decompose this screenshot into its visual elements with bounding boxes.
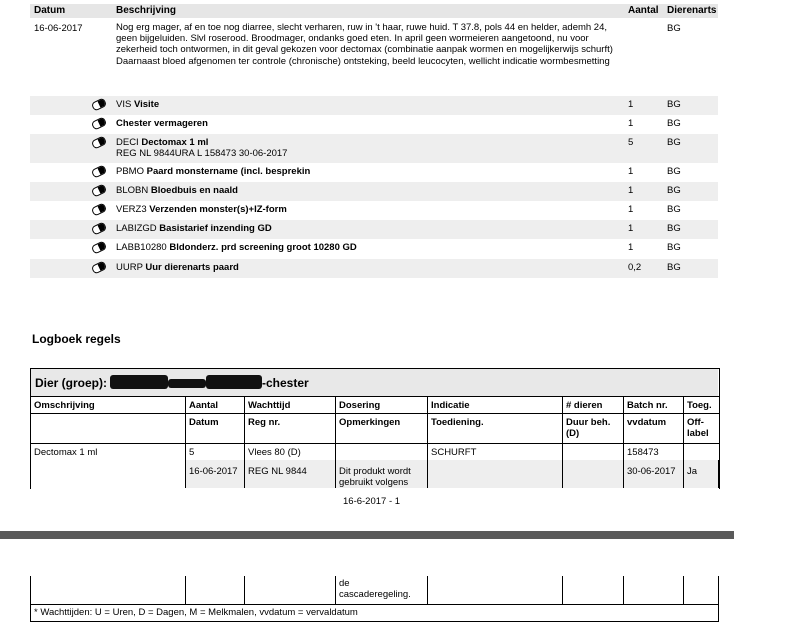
line-vet: BG: [667, 166, 681, 177]
line-description: [116, 99, 159, 110]
redacted-name-1: [110, 375, 168, 389]
line-quantity: 5: [628, 137, 634, 148]
line-code: VERZ3: [116, 204, 147, 215]
cell-offlabel: Ja: [687, 466, 698, 477]
line-item: [30, 96, 718, 115]
grid-line: [244, 576, 245, 604]
line-code: PBMO: [116, 166, 144, 177]
line-quantity: 1: [628, 166, 634, 177]
grid-line: [683, 460, 684, 488]
line-name: Dectomax 1 ml: [141, 137, 209, 148]
pill-icon: [91, 97, 107, 111]
col-duur: Duur beh.(D): [566, 417, 611, 439]
line-name: Uur dierenarts paard: [145, 262, 239, 273]
line-extra: REG NL 9844URA L 158473 30-06-2017: [116, 148, 288, 159]
col-opmerkingen: Opmerkingen: [339, 417, 401, 428]
cell-aantal: 5: [189, 447, 195, 458]
consult-date: 16-06-2017: [34, 23, 83, 34]
line-item: [30, 239, 718, 258]
line-vet: BG: [667, 118, 681, 129]
grid-line: [683, 576, 684, 604]
line-item: [30, 134, 718, 163]
cell-wachttijd: Vlees 80 (D): [248, 447, 301, 458]
grid-line: [427, 460, 428, 488]
header-vet: Dierenarts: [667, 5, 717, 16]
line-code: UURP: [116, 262, 143, 273]
grid-line: [562, 460, 563, 488]
line-item: [30, 259, 718, 278]
line-quantity: 1: [628, 118, 634, 129]
line-item: [30, 201, 718, 220]
col-datum: Datum: [189, 417, 219, 428]
col-aantal: Aantal: [189, 400, 219, 411]
line-quantity: 1: [628, 204, 634, 215]
grid-line: [623, 460, 624, 488]
line-code: VIS: [116, 99, 132, 110]
line-vet: BG: [667, 185, 681, 196]
grid-line: [718, 576, 719, 621]
cell-opmerkingen-1: Dit produkt wordt gebruikt volgens: [339, 466, 411, 488]
line-quantity: 1: [628, 223, 634, 234]
line-name: Bldonderz. prd screening groot 10280 GD: [169, 242, 357, 253]
line-item: [30, 163, 718, 182]
line-vet: BG: [667, 137, 681, 148]
line-description: [116, 242, 357, 253]
line-item: [30, 115, 718, 134]
grid-line: [30, 621, 719, 622]
consult-note: Nog erg mager, af en toe nog diarree, slecht verharen, ruw in 't haar, ruwe huid. T 37.8, pols 44 en helder, ademh 24, geen bijgeluiden. Slvl roserood. Broodmager, ondanks goed eten. In april geen wormeieren aangetoond, nu voor zekerheid toch ontwormen, in dit geval gekozen voor dectomax (combinatie aanpak wormen en mogelijkerwijs schurft) Daarnaast bloed afgenomen ter controle (chronische) ontsteking, beeld leucocyten, wellicht indicatie wormbesmetting: [116, 22, 613, 67]
line-quantity: 1: [628, 99, 634, 110]
line-vet: BG: [667, 242, 681, 253]
header-date: Datum: [34, 5, 66, 16]
pill-icon: [91, 116, 107, 130]
grid-line: [427, 576, 428, 604]
header-quantity: Aantal: [628, 5, 659, 16]
line-description: [116, 204, 287, 215]
page-footer: 16-6-2017 - 1: [343, 496, 401, 507]
pill-icon: [91, 240, 107, 254]
cell-opmerkingen-2: de cascaderegeling.: [339, 578, 411, 600]
line-vet: BG: [667, 262, 681, 273]
line-vet: BG: [667, 204, 681, 215]
group-suffix: -chester: [262, 376, 309, 390]
grid-line: [30, 604, 719, 605]
col-offlabel: Off-label: [687, 417, 709, 439]
pill-icon: [91, 135, 107, 149]
grid-line: [335, 460, 336, 488]
col-regnr: Reg nr.: [248, 417, 281, 428]
cell-datum: 16-06-2017: [189, 466, 238, 477]
line-item: [30, 182, 718, 201]
grid-line: [718, 460, 719, 488]
grid-line: [335, 576, 336, 604]
col-dosering: Dosering: [339, 400, 381, 411]
line-quantity: 1: [628, 242, 634, 253]
line-quantity: 0,2: [628, 262, 642, 273]
line-vet: BG: [667, 223, 681, 234]
cell-regnr: REG NL 9844: [248, 466, 307, 477]
col-batch: Batch nr.: [627, 400, 668, 411]
cell-batch: 158473: [627, 447, 659, 458]
grid-line: [562, 576, 563, 604]
line-name: Basistarief inzending GD: [159, 223, 272, 234]
line-description: [116, 262, 239, 273]
grid-line: [623, 576, 624, 604]
line-code: LABB10280: [116, 242, 167, 253]
line-description: [116, 137, 287, 159]
header-description: Beschrijving: [116, 5, 177, 16]
col-dieren: # dieren: [566, 400, 603, 411]
line-code: LABIZGD: [116, 223, 157, 234]
pill-icon: [91, 221, 107, 235]
line-quantity: 1: [628, 185, 634, 196]
grid-line: [185, 576, 186, 604]
line-name: Chester vermageren: [116, 118, 208, 129]
group-label: Dier (groep):: [35, 376, 107, 390]
pill-icon: [91, 164, 107, 178]
grid-line: [30, 443, 719, 444]
pill-icon: [91, 260, 107, 274]
line-description: [116, 185, 238, 196]
consult-vet: BG: [667, 23, 681, 34]
line-name: Paard monstername (incl. besprekin: [146, 166, 311, 177]
line-name: Bloedbuis en naald: [150, 185, 238, 196]
grid-line: [244, 460, 245, 488]
cell-vvdatum: 30-06-2017: [627, 466, 676, 477]
grid-line: [30, 576, 31, 604]
cell-indicatie: SCHURFT: [431, 447, 477, 458]
line-code: DECI: [116, 137, 139, 148]
footnote: * Wachttijden: U = Uren, D = Dagen, M = Melkmalen, vvdatum = vervaldatum: [34, 607, 358, 618]
col-toeg: Toeg.: [687, 400, 712, 411]
pill-icon: [91, 183, 107, 197]
line-name: Verzenden monster(s)+IZ-form: [149, 204, 287, 215]
grid-line: [30, 604, 31, 621]
line-name: Visite: [133, 99, 160, 110]
line-description: [116, 223, 272, 234]
col-vvdatum: vvdatum: [627, 417, 667, 428]
line-description: [116, 118, 208, 129]
redacted-name-2: [168, 379, 206, 388]
grid-line: [30, 413, 719, 414]
page-break: [0, 531, 734, 539]
col-wachttijd: Wachttijd: [248, 400, 291, 411]
col-toediening: Toediening.: [431, 417, 484, 428]
cell-omschrijving: Dectomax 1 ml: [34, 447, 98, 458]
pill-icon: [91, 202, 107, 216]
redacted-name-3: [206, 375, 262, 389]
grid-line: [30, 396, 719, 397]
line-vet: BG: [667, 99, 681, 110]
col-omschrijving: Omschrijving: [34, 400, 95, 411]
line-description: [116, 166, 310, 177]
col-indicatie: Indicatie: [431, 400, 470, 411]
line-code: BLOBN: [116, 185, 149, 196]
logbook-title: Logboek regels: [32, 332, 121, 346]
line-item: [30, 220, 718, 239]
